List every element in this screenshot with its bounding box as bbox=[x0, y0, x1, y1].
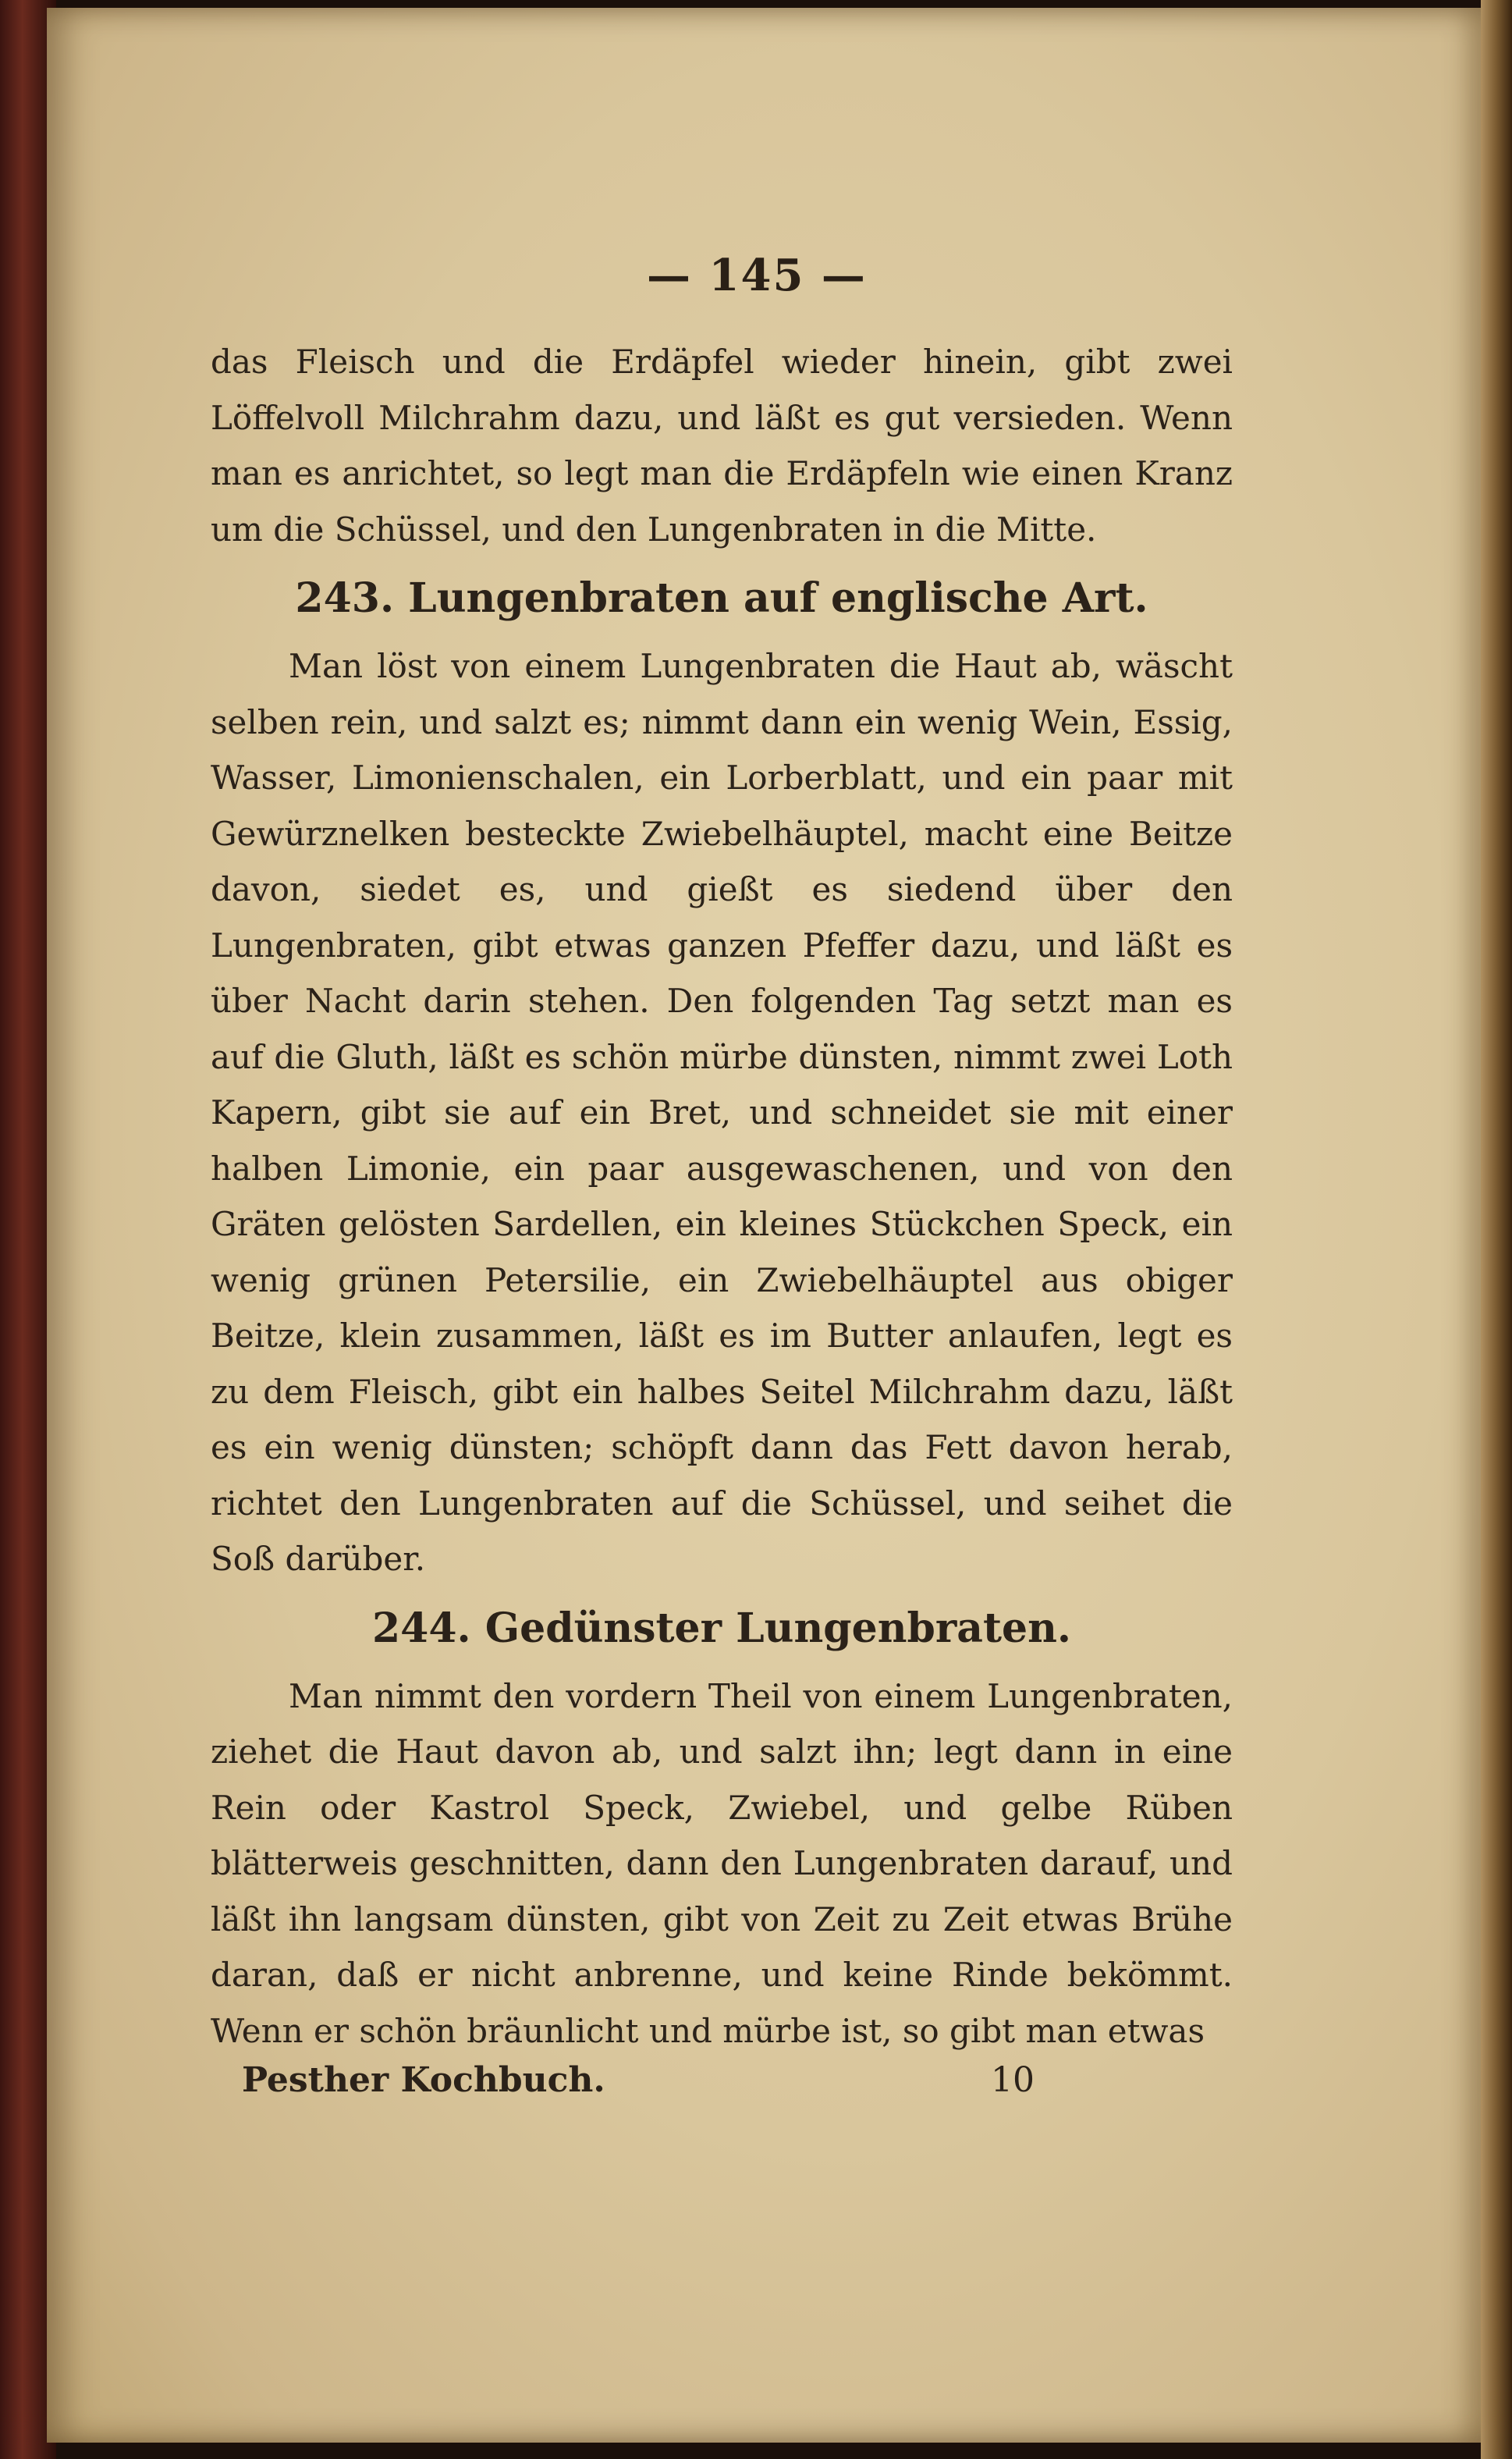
footer-signature-mark: 10 bbox=[991, 2060, 1035, 2100]
recipe-244-body: Man nimmt den vordern Theil von einem Lungenbraten, ziehet die Haut davon ab, und salzt ihn; legt dann in eine Rein oder Kastrol Speck, Zwiebel, und gelbe Rüben blätterweis geschnitten, dann den Lungenbraten darauf, und läßt ihn langsam dünsten, gibt von Zeit zu Zeit etwas Brühe daran, daß er nicht anbrenne, und keine Rinde bekömmt. Wenn er schön bräunlicht und mürbe ist, so gibt man etwas bbox=[211, 1676, 1233, 2050]
page-footer bbox=[242, 2060, 1061, 2115]
page-content bbox=[211, 334, 1233, 2059]
page-edge bbox=[1481, 0, 1512, 2459]
paragraph-intro: das Fleisch und die Erdäpfel wieder hinein, gibt zwei Löffelvoll Milchrahm dazu, und läßt es gut versieden. Wenn man es anrichtet, so legt man die Erdäpfeln wie einen Kranz um die Schüssel, und den Lungenbraten in die Mitte. bbox=[211, 343, 1233, 549]
page-number: — 145 — bbox=[647, 250, 867, 301]
recipe-243-heading: 243. Lungenbraten auf englische Art. bbox=[295, 574, 1148, 622]
recipe-243-body: Man löst von einem Lungenbraten die Haut ab, wäscht selben rein, und salzt es; nimmt dann ein wenig Wein, Essig, Wasser, Limonienschalen, ein Lorberblatt, und ein paar mit Gewürznelken besteckte Zwiebelhäuptel, macht eine Beitze davon, siedet es, und gießt es siedend über den Lungenbraten, gibt etwas ganzen Pfeffer dazu, und läßt es über Nacht darin stehen. Den folgenden Tag setzt man es auf die Gluth, läßt es schön mürbe dünsten, nimmt zwei Loth Kapern, gibt sie auf ein Bret, und schneidet sie mit einer halben Limonie, ein paar ausgewaschenen, und von den Gräten gelösten Sardellen, ein kleines Stückchen Speck, ein wenig grünen Petersilie, ein Zwiebelhäuptel aus obiger Beitze, klein zusammen, läßt es im Butter anlaufen, legt es zu dem Fleisch, gibt ein halbes Seitel Milchrahm dazu, läßt es ein wenig dünsten; schöpft dann das Fett davon herab, richtet den Lungenbraten auf die Schüssel, und seihet die Soß darüber. bbox=[211, 647, 1233, 1578]
footer-book-title: Pesther Kochbuch. bbox=[242, 2060, 605, 2100]
recipe-244-heading: 244. Gedünster Lungenbraten. bbox=[372, 1604, 1071, 1652]
